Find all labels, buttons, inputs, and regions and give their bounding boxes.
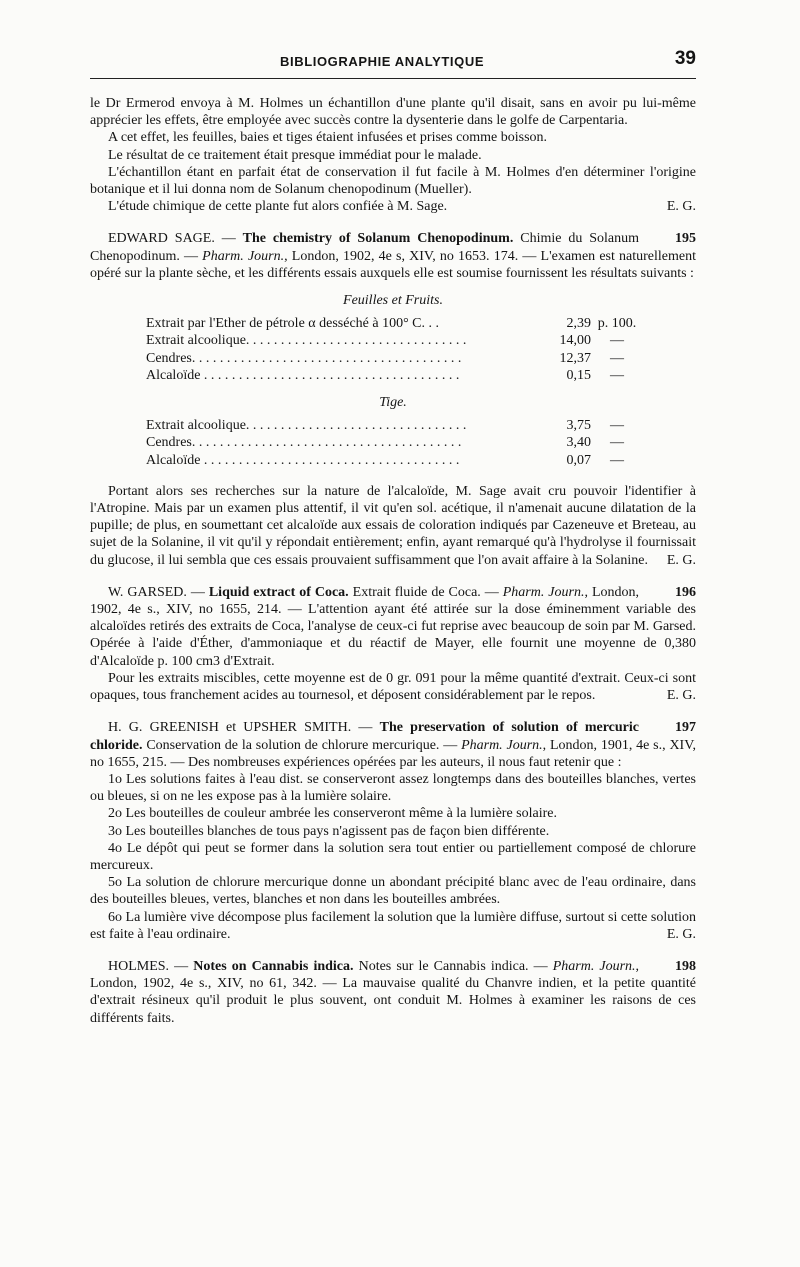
table-row bbox=[146, 452, 643, 469]
entry-195 bbox=[90, 230, 696, 568]
running-head: BIBLIOGRAPHIE ANALYTIQUE bbox=[280, 54, 485, 69]
intro-line: Le résultat de ce traitement était presque immédiat pour le malade. bbox=[108, 147, 482, 163]
entry-title: The chemistry of Solanum Chenopodinum. bbox=[242, 231, 514, 247]
entry-heading bbox=[90, 584, 696, 670]
results-table-leaves bbox=[146, 315, 643, 384]
intro-line: L'échantillon étant en parfait état de conservation il fut facile à M. Holmes d'en déterminer l'origine botanique et il lui donna nom de Solanum chenopodinum (Mueller). bbox=[90, 164, 696, 198]
entry-heading bbox=[90, 958, 696, 1027]
entry-text: L'attention ayant été attirée sur la dose éminemment variable des alcaloïdes retirés des extraits de Coca, l'analyse de ceux-ci fut reprise avec beaucoup de soin par M. Garsed. Opérée à l'aide d'Éther, d'ammoniaque et du réactif de Mayer, elle fournit une moyenne de 0,380 d'Alcaloïde p. 100 cm3 d'Extrait. bbox=[90, 602, 696, 669]
row-unit: — bbox=[610, 435, 624, 451]
list-item: 3o Les bouteilles blanches de tous pays n'agissent pas de façon bien différente. bbox=[108, 823, 550, 839]
row-value: 0,15 bbox=[566, 367, 591, 383]
entry-author: H. G. GREENISH et UPSHER SMITH. — bbox=[108, 720, 373, 736]
entry-text: L'examen est naturellement opéré sur la plante sèche, et les différents essais auxquels elle est soumise fournissent les résultats suivants : bbox=[90, 248, 696, 281]
entry-citation: , London, 1902, 4e s., XIV, no 1655, 214. — bbox=[90, 584, 640, 618]
entry-journal: Pharm. Journ. bbox=[461, 737, 543, 753]
row-label: Alcaloïde . . . . . . . . . . . . . . . . . . . . . . . . . . . . . . . . . . . . . bbox=[146, 367, 460, 383]
table-row bbox=[146, 367, 643, 384]
entry-author: EDWARD SAGE. — bbox=[108, 231, 236, 247]
entry-paragraph bbox=[90, 670, 696, 704]
entry-translation: Extrait fluide de Coca. — bbox=[352, 584, 499, 600]
list-item-last bbox=[90, 909, 696, 943]
entry-translation: Notes sur le Cannabis indica. — bbox=[358, 958, 548, 974]
intro-line: le Dr Ermerod envoya à M. Holmes un échantillon d'une plante qu'il disait, sans en avoir pu lui-même apprécier les effets, être employée avec succès contre la dysenterie dans le golfe de Carpentaria. bbox=[90, 96, 696, 129]
entry-number: 196 bbox=[675, 584, 696, 600]
list-item: 6o La lumière vive décompose plus facilement la solution que la lumière diffuse, surtout si cette solution est faite à l'eau ordinaire. bbox=[90, 909, 696, 942]
row-value: 2,39 bbox=[566, 316, 591, 332]
entry-journal: Pharm. Journ. bbox=[552, 958, 636, 974]
entry-journal: Pharm. Journ. bbox=[202, 248, 285, 264]
entry-196 bbox=[90, 584, 696, 704]
row-label: Extrait alcoolique. . . . . . . . . . . . . . . . . . . . . . . . . . . . . . . . bbox=[146, 418, 467, 434]
table-row bbox=[146, 417, 643, 434]
entry-title: The preservation of solution of mercuric chloride. bbox=[90, 720, 639, 753]
page-number: 39 bbox=[674, 48, 696, 69]
signature: E. G. bbox=[666, 688, 696, 704]
entry-journal: Pharm. Journ. bbox=[502, 584, 585, 600]
signature: E. G. bbox=[666, 199, 696, 215]
entry-number: 197 bbox=[675, 720, 696, 736]
row-value: 0,07 bbox=[566, 452, 591, 468]
entry-text: Des nombreuses expériences opérées par les auteurs, il nous faut retenir que : bbox=[188, 754, 622, 770]
results-table-stem bbox=[146, 417, 643, 469]
intro-line bbox=[90, 198, 696, 215]
entry-heading bbox=[90, 230, 696, 282]
table-row bbox=[146, 315, 643, 332]
row-unit: — bbox=[610, 333, 624, 349]
entry-197 bbox=[90, 719, 696, 943]
entry-citation: , London, 1901, 4e s., XIV, no 1655, 215. — bbox=[90, 737, 697, 770]
row-label: Cendres. . . . . . . . . . . . . . . . . . . . . . . . . . . . . . . . . . . . . . . bbox=[146, 435, 462, 451]
page-body bbox=[90, 95, 696, 1027]
row-label: Extrait par l'Ether de pétrole α desséché à 100° C. . . bbox=[146, 316, 440, 332]
list-item: 5o La solution de chlorure mercurique donne un abondant précipité blanc avec de l'eau ordinaire, dans des bouteilles bleues, vertes, blanches et non dans les bouteilles ambrées. bbox=[90, 875, 696, 908]
table-heading-leaves: Feuilles et Fruits. bbox=[343, 293, 443, 309]
entry-author: HOLMES. — bbox=[108, 958, 189, 974]
page-header bbox=[90, 48, 696, 79]
row-value: 12,37 bbox=[559, 350, 591, 366]
row-value: 3,40 bbox=[566, 435, 591, 451]
row-unit: — bbox=[610, 452, 624, 468]
intro-line: A cet effet, les feuilles, baies et tiges étaient infusées et prises comme boisson. bbox=[108, 130, 548, 146]
entry-translation: Chimie du Solanum Chenopodinum. — bbox=[90, 231, 640, 264]
table-row bbox=[146, 350, 643, 367]
entry-number: 195 bbox=[675, 231, 696, 247]
row-unit: — bbox=[610, 418, 624, 434]
table-row bbox=[146, 434, 643, 451]
row-unit: — bbox=[610, 367, 624, 383]
row-unit: p. 100. bbox=[597, 316, 637, 332]
row-value: 14,00 bbox=[559, 333, 591, 349]
intro-last-line: L'étude chimique de cette plante fut alors confiée à M. Sage. bbox=[108, 199, 448, 215]
row-label: Alcaloïde . . . . . . . . . . . . . . . . . . . . . . . . . . . . . . . . . . . . . bbox=[146, 452, 460, 468]
list-item: 4o Le dépôt qui peut se former dans la solution sera tout entier ou partiellement composé de chlorure mercureux. bbox=[90, 840, 696, 873]
signature: E. G. bbox=[666, 552, 696, 568]
signature: E. G. bbox=[666, 926, 696, 942]
conclusion-text: Portant alors ses recherches sur la nature de l'alcaloïde, M. Sage avait cru pouvoir l'identifier à l'Atropine. Mais par un examen plus attentif, il vit qu'en sol. acétique, il n'amenait aucune dilatation de la pupille; de plus, en soumettant cet alcaloïde aux essais de coloration indiqués par Cazeneuve et Breteau, au sujet de la Solanine, il vit qu'il y répondait entièrement; enfin, ayant remarqué qu'à l'hydrolyse il fournissait du glucose, il lui sembla que ces essais prouvaient suffisamment que l'on avait affaire à la Solanine. bbox=[90, 483, 696, 568]
entry-text: Pour les extraits miscibles, cette moyenne est de 0 gr. 091 pour la même quantité d'extrait. Ceux-ci sont opaques, tous franchement acides au tournesol, et déposent considérablement par le repos. bbox=[90, 670, 696, 704]
intro-section bbox=[90, 95, 696, 215]
table-row bbox=[146, 332, 643, 349]
entry-198 bbox=[90, 958, 696, 1027]
table-heading-stem: Tige. bbox=[379, 395, 407, 411]
row-value: 3,75 bbox=[566, 418, 591, 434]
entry-title: Liquid extract of Coca. bbox=[208, 584, 349, 600]
row-label: Cendres. . . . . . . . . . . . . . . . . . . . . . . . . . . . . . . . . . . . . . . bbox=[146, 350, 462, 366]
entry-heading bbox=[90, 719, 696, 771]
entry-author: W. GARSED. — bbox=[108, 584, 205, 600]
list-item: 2o Les bouteilles de couleur ambrée les conserveront même à la lumière solaire. bbox=[108, 806, 557, 822]
entry-translation: Conservation de la solution de chlorure mercurique. — bbox=[146, 737, 458, 753]
row-label: Extrait alcoolique. . . . . . . . . . . . . . . . . . . . . . . . . . . . . . . . bbox=[146, 333, 467, 349]
entry-conclusion bbox=[90, 483, 696, 569]
entry-citation: , London, 1902, 4e s, XIV, no 1653. 174. — bbox=[284, 248, 537, 264]
row-unit: — bbox=[610, 350, 624, 366]
list-item: 1o Les solutions faites à l'eau dist. se conserveront assez longtemps dans des bouteilles blanches, vertes ou bleues, si on ne les expose pas à la lumière solaire. bbox=[90, 771, 696, 805]
entry-number: 198 bbox=[675, 958, 696, 974]
entry-text: La mauvaise qualité du Chanvre indien, et la petite quantité d'extrait résineux qu'il produit le plus souvent, ont conduit M. Holmes à examiner les raisons de ces différents faits. bbox=[90, 976, 696, 1026]
entry-title: Notes on Cannabis indica. bbox=[193, 958, 354, 974]
entry-citation: , London, 1902, 4e s., XIV, no 61, 342. — bbox=[90, 958, 640, 992]
